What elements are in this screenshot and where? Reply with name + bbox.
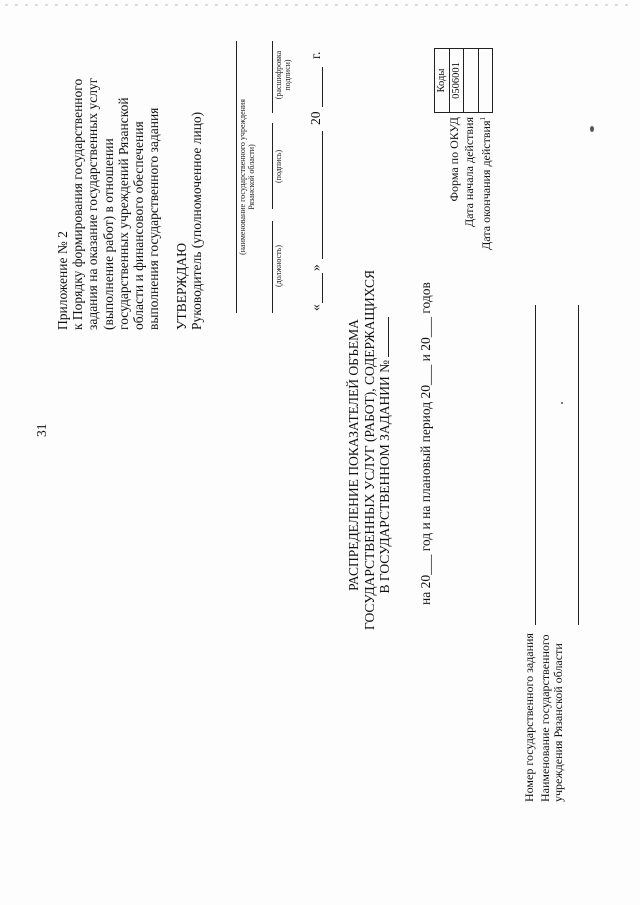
start-date-label: Дата начала действия — [461, 117, 476, 227]
decoding-caption: (расшифровка подписи) — [274, 50, 292, 100]
codes-row-end-date — [478, 49, 493, 113]
signature-line — [272, 123, 273, 209]
date-open-quote: « — [308, 304, 323, 311]
institution-label: Наименование государственного учреждения Рязанской области — [538, 634, 566, 802]
appendix-line: государственных учреждений Рязанской — [115, 97, 131, 330]
decoding-line — [272, 41, 273, 113]
appendix-line: области и финансового обеспечения — [131, 121, 147, 330]
end-date-label: Дата окончания действия$^1$ — [479, 117, 494, 250]
date-year-prefix: 20 — [308, 111, 323, 125]
title-line-2: ГОСУДАРСТВЕННЫХ УСЛУГ (РАБОТ), СОДЕРЖАЩИХСЯ — [361, 269, 377, 630]
appendix-line: задания на оказание государственных услуг — [85, 77, 101, 330]
date-close-quote: » — [308, 264, 323, 271]
institution-line — [236, 41, 237, 313]
codes-row-start-date — [464, 49, 479, 113]
task-number-label: Номер государственного задания — [522, 633, 536, 802]
start-date-code — [464, 49, 479, 113]
title-line-3: В ГОСУДАРСТВЕННОМ ЗАДАНИИ № — [377, 280, 393, 630]
end-date-code — [478, 49, 493, 113]
okud-code: 0506001 — [449, 49, 464, 113]
date-year-line — [322, 67, 323, 107]
approval-signer: Руководитель (уполномоченное лицо) — [189, 111, 204, 330]
date-month-line — [322, 131, 323, 259]
position-caption: (должность) — [274, 245, 283, 287]
okud-label: Форма по ОКУД — [447, 117, 461, 202]
date-year-suffix: г. — [308, 51, 323, 59]
institution-field-line — [578, 305, 579, 625]
codes-header-row — [435, 49, 450, 113]
institution-caption: (наименование государственного учреждения Рязанской области) — [238, 99, 256, 255]
appendix-line: Приложение № 2 — [55, 231, 70, 330]
signature-caption: (подпись) — [274, 149, 283, 183]
page-number: 31 — [34, 423, 49, 437]
appendix-line: к Порядку формирования государственного — [70, 78, 86, 330]
task-number-blank — [377, 317, 389, 357]
document-title — [346, 269, 393, 630]
period-line: на 20___ год и на плановый период 20___ и 20___ годов — [418, 282, 433, 605]
codes-table — [434, 48, 493, 113]
title-line-1: РАСПРЕДЕЛЕНИЕ ПОКАЗАТЕЛЕЙ ОБЪЕМА — [346, 319, 361, 591]
appendix-block — [55, 78, 161, 330]
position-line — [272, 221, 273, 313]
task-number-field-line — [535, 305, 536, 625]
codes-row-okud — [449, 49, 464, 113]
codes-labels — [448, 117, 492, 305]
date-day-line — [322, 273, 323, 303]
appendix-line: выполнения государственного задания — [146, 107, 162, 330]
codes-header: Коды — [435, 49, 450, 113]
approval-title: УТВЕРЖДАЮ — [174, 242, 189, 330]
appendix-line: (выполнение работ) в отношении — [100, 138, 116, 330]
